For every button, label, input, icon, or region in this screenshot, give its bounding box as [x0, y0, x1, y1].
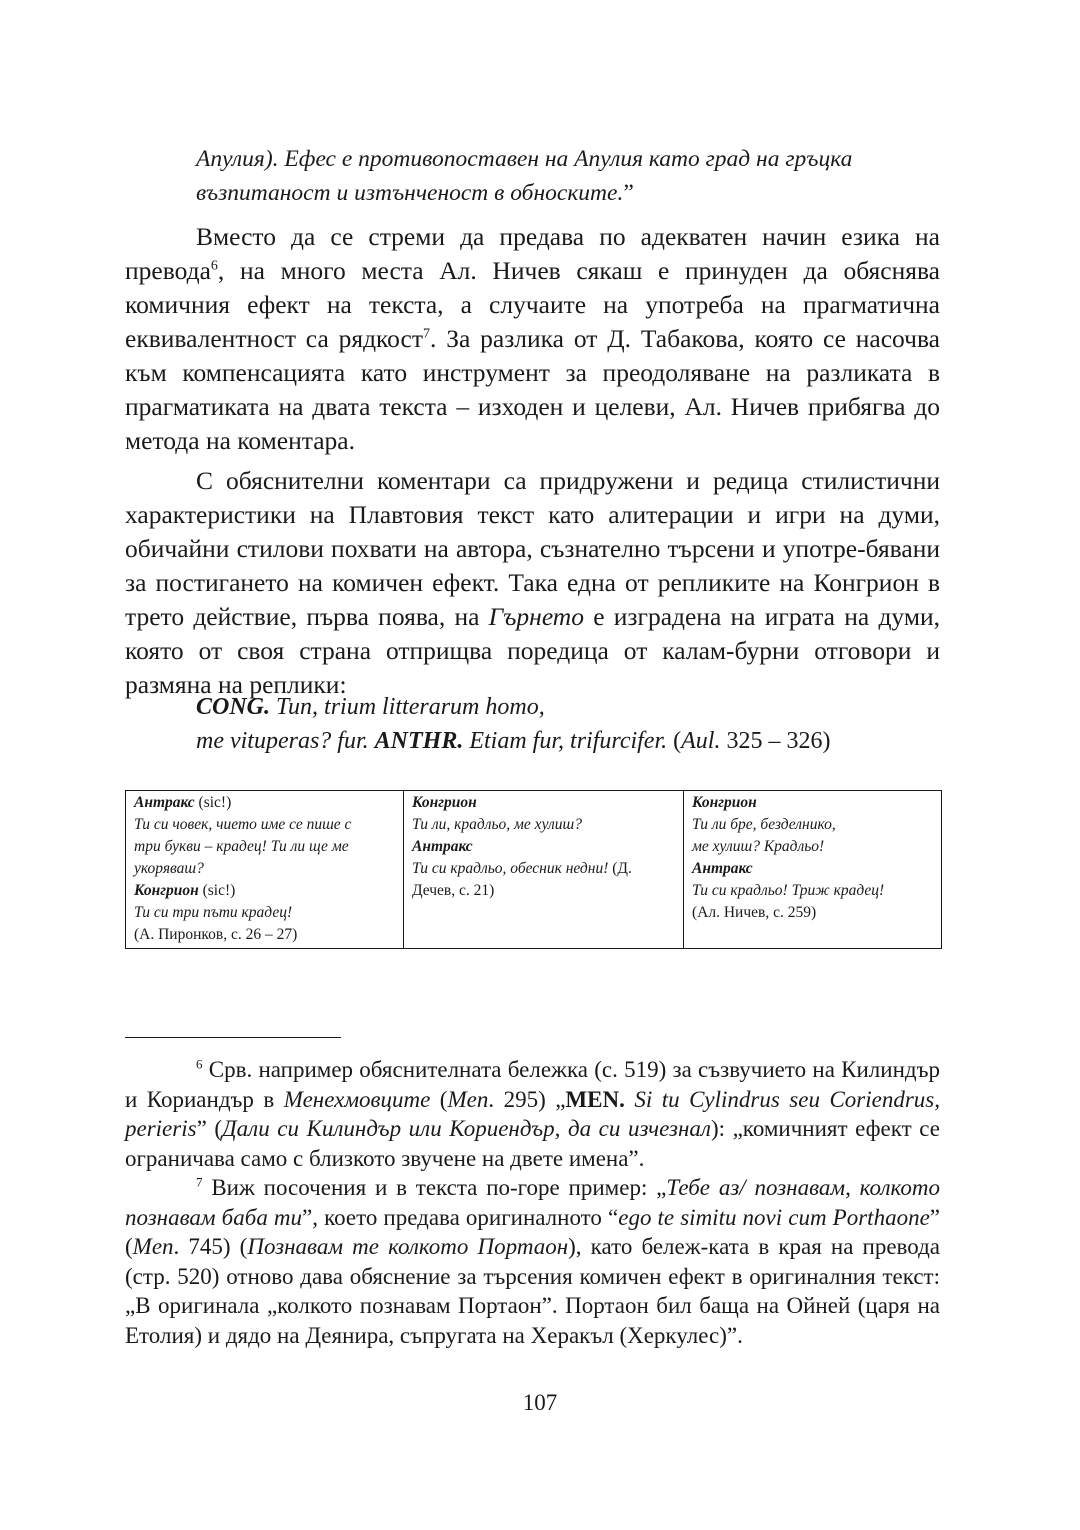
footnote-separator — [125, 1037, 341, 1038]
speaker-name: ANTHR. — [374, 728, 464, 754]
source-citation: Дечев, с. 21) — [412, 882, 495, 899]
paragraph: Вместо да се стреми да предава по адекватен начин езика на превода$^6$, на много места Ал. Ничев сякаш е принуден да обяснява комичния ефект на текста, а случаите на употреба на прагматична еквивалентност са рядкост$^7$. За разлика от Д. Табакова, която се насочва към компенсацията като инструмент за преодоляване на разликата в прагматиката на двата текста – изходен и целеви, Ал. Ничев прибягва до метода на коментара. — [125, 222, 940, 455]
table-cell-dechev: Конгрион Ти ли, крадльо, ме хулиш? Антракс Ти си крадльо, обесник недни! (Д. Дечев, с. 21) — [404, 791, 684, 949]
translation-comparison-table — [125, 790, 942, 949]
verse-line: CONG. Tun, trium litterarum homo, — [196, 694, 545, 720]
work-title: Гърнето — [488, 602, 584, 631]
footnote-6: $^6$ Срв. например обяснителната бележка (с. 519) за съзвучието на Килиндър и Кориандър в Менехмовците (Men. 295) „MEN. Si tu Cylindrus seu Coriendrus, perieris” (Дали си Килиндър или Кориендър, да си изчезнал): „комичният ефект се ограничава само с близкото звучене на двете имена”. — [125, 1056, 940, 1171]
source-citation: (А. Пиронков, с. 26 – 27) — [134, 926, 298, 943]
speaker-name: Конгрион — [692, 794, 757, 811]
footnote-ref-6[interactable]: 6 — [210, 258, 218, 274]
speaker-name: Конгрион — [134, 882, 199, 899]
speaker-name: Конгрион — [412, 794, 477, 811]
verse-line: me vituperas? fur. ANTHR. Etiam fur, trifurcifer. (Aul. 325 – 326) — [196, 728, 831, 754]
speaker-name: Антракс — [134, 794, 195, 811]
footnote-ref-7[interactable]: 7 — [423, 326, 430, 342]
footnotes — [125, 1055, 940, 1350]
quote-line: Апулия). Ефес е противопоставен на Апулия като град на гръцка — [196, 146, 853, 172]
quote-line: възпитаност и изтънченост в обноските.” — [196, 180, 634, 206]
block-quote-continuation — [196, 142, 940, 210]
table-row — [126, 791, 942, 949]
table-cell-pironkov: Антракс (sic!) Ти си човек, чието име се пише с три букви – крадец! Ти ли ще ме укоряваш? Конгрион (sic!) Ти си три пъти крадец! (А. Пиронков, с. 26 – 27) — [126, 791, 404, 949]
paragraph: С обяснителни коментари са придружени и редица стилистични характеристики на Плавтовия текст като алитерации и игри на думи, обичайни стилови похвати на автора, съзнателно търсени и употре-бявани за постигането на комичен ефект. Така една от репликите на Конгрион в трето действие, първа поява, на Гърнето е изградена на играта на думи, която от своя страна отприщва поредица от калам-бурни отговори и размяна на реплики: — [125, 466, 940, 699]
table-cell-nichev: Конгрион Ти ли бре, безделнико, ме хулиш? Крадльо! Антракс Ти си крадльо! Триж крадец! (Ал. Ничев, с. 259) — [684, 791, 942, 949]
main-text — [125, 220, 940, 708]
latin-verse-quote — [196, 690, 940, 758]
footnote-7: $^7$ Виж посочения и в текста по-горе пример: „Тебе аз/ познавам, колкото познавам баба ти”, което предава оригиналното “ego te simitu novi cum Porthaone” (Men. 745) (Познавам те колкото Портаон), като бележ-ката в края на превода (стр. 520) отново дава обяснение за търсения комичен ефект в оригиналния текст: „В оригинала „колкото познавам Портаон”. Портаон бил баща на Ойней (царя на Етолия) и дядо на Деянира, съпругата на Херакъл (Херкулес)”. — [125, 1174, 940, 1348]
speaker-name: Антракс — [412, 838, 473, 855]
speaker-name: CONG. — [196, 694, 271, 720]
source-citation: (Ал. Ничев, с. 259) — [692, 904, 817, 921]
page-number: 107 — [522, 1390, 558, 1415]
speaker-name: Антракс — [692, 860, 753, 877]
